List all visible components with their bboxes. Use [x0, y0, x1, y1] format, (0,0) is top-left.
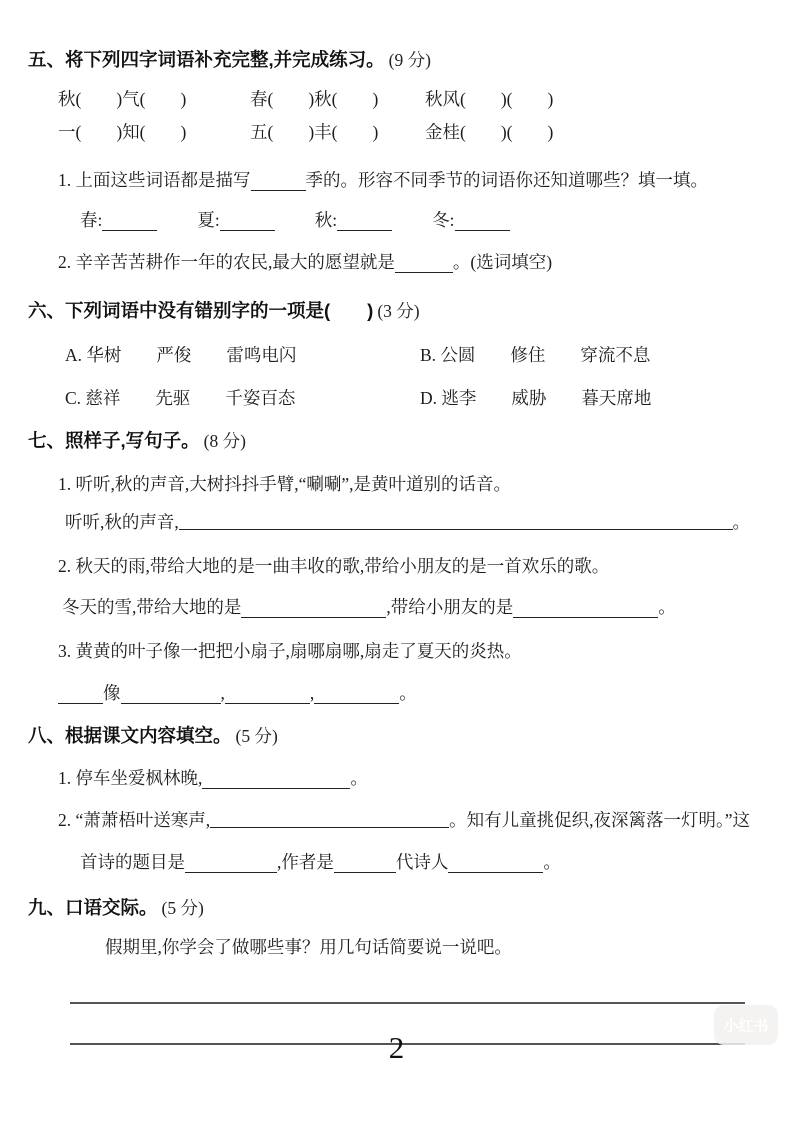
section-6-score: (3 分) [377, 301, 420, 321]
fill-in-blank [121, 683, 221, 704]
section-9-prompt: 假期里,你学会了做哪些事？用几句话简要说一说吧。 [105, 937, 512, 957]
fill-in-blank [395, 252, 453, 273]
answer-period: 。 [399, 683, 417, 703]
section-7-answer-1 [65, 509, 750, 535]
season-group [432, 210, 509, 230]
section-9-title: 九、口语交际。 [28, 897, 158, 918]
answer-period: 。 [350, 768, 368, 788]
fill-in-blank [251, 170, 306, 191]
word-group: 一( )知( ) [58, 122, 187, 142]
xiaohongshu-watermark: 小红书 [714, 1005, 778, 1045]
season-label: 秋: [314, 210, 338, 230]
section-5-score: (9 分) [388, 50, 431, 70]
answer-comma: , [309, 683, 315, 703]
fill-in-blank [202, 768, 350, 789]
fill-in-blank [220, 210, 275, 231]
answer-lead: 冬天的雪,带给大地的是 [62, 597, 242, 617]
season-label: 冬: [432, 210, 455, 230]
section-8-score: (5 分) [235, 726, 278, 746]
word-group: 五( )丰( ) [250, 122, 379, 142]
question-text: 2. 辛辛苦苦耕作一年的农民,最大的愿望就是 [58, 252, 395, 272]
season-group [80, 207, 193, 233]
fill-in-blank [241, 597, 386, 618]
word-group: 春( )秋( ) [250, 89, 379, 109]
answer-period: 。 [658, 597, 676, 617]
word-group: 秋风( )( ) [425, 89, 554, 109]
question-text: 1. 上面这些词语都是描写 [58, 170, 251, 190]
section-9-header [28, 894, 204, 922]
question-text: 。知有儿童挑促织,夜深篱落一灯明。”这 [449, 810, 750, 830]
section-7-question-3: 3. 黄黄的叶子像一把把小扇子,扇哪扇哪,扇走了夏天的炎热。 [58, 641, 522, 661]
section-5-word-row-1 [58, 86, 553, 112]
word-group: 金桂( )( ) [425, 122, 554, 142]
question-text: 2. “萧萧梧叶送寒声, [58, 810, 211, 830]
option-d: D. 逃李 威胁 暮天席地 [420, 388, 652, 408]
section-7-answer-2 [62, 594, 676, 620]
section-5-seasons-row [80, 207, 510, 233]
section-8-title: 八、根据课文内容填空。 [28, 725, 232, 746]
fill-in-blank [179, 529, 733, 530]
fill-in-blank [314, 683, 399, 704]
question-text: 代诗人 [395, 852, 449, 872]
season-group [197, 207, 310, 233]
section-8-question-1 [58, 765, 368, 791]
fill-in-blank [58, 683, 103, 704]
fill-in-blank [210, 827, 449, 828]
section-7-header [28, 427, 246, 455]
fill-in-blank [337, 210, 392, 231]
section-7-score: (8 分) [203, 431, 246, 451]
fill-in-blank [455, 210, 510, 231]
section-7-question-2: 2. 秋天的雨,带给大地的是一曲丰收的歌,带给小朋友的是一首欢乐的歌。 [58, 556, 610, 576]
option-c: C. 慈祥 先驱 千姿百态 [65, 388, 296, 408]
fill-in-blank [225, 683, 310, 704]
question-text: 季的。形容不同季节的词语你还知道哪些？填一填。 [305, 170, 708, 190]
fill-in-blank [185, 852, 277, 873]
question-text: 首诗的题目是 [80, 852, 185, 872]
answer-text: 像 [103, 683, 121, 703]
season-label: 春: [80, 210, 103, 230]
question-text: 1. 停车坐爱枫林晚, [58, 768, 203, 788]
section-5-header [28, 46, 431, 74]
answer-lead: 听听,秋的声音, [65, 512, 179, 532]
section-7-title: 七、照样子,写句子。 [28, 430, 200, 451]
section-8-question-2-continued [80, 849, 561, 875]
season-label: 夏: [197, 210, 220, 230]
question-text: 。(选词填空) [452, 252, 553, 272]
fill-in-blank [334, 852, 396, 873]
page-number: 2 [388, 1030, 405, 1065]
answer-period: 。 [543, 852, 561, 872]
answer-period: 。 [732, 512, 750, 532]
season-group [315, 207, 428, 233]
section-7-question-1: 1. 听听,秋的声音,大树抖抖手臂,“唰唰”,是黄叶道别的话音。 [58, 474, 512, 494]
option-a: A. 华树 严俊 雷鸣电闪 [65, 345, 297, 365]
option-b: B. 公圆 修住 穿流不息 [420, 345, 651, 365]
writing-line-1 [70, 1002, 745, 1004]
section-5-title: 五、将下列四字词语补充完整,并完成练习。 [28, 49, 385, 70]
section-8-question-2 [58, 807, 750, 833]
fill-in-blank [513, 597, 658, 618]
fill-in-blank [102, 210, 157, 231]
section-5-question-1 [58, 167, 708, 193]
section-6-header [28, 297, 420, 325]
section-8-header [28, 722, 278, 750]
word-group: 秋( )气( ) [58, 89, 187, 109]
section-6-title: 六、下列词语中没有错别字的一项是( ) [28, 300, 374, 321]
section-9-score: (5 分) [161, 898, 204, 918]
section-7-answer-3 [58, 680, 417, 706]
section-5-question-2 [58, 249, 552, 275]
answer-comma: , [220, 683, 225, 703]
section-5-word-row-2 [58, 119, 553, 145]
answer-text: ,带给小朋友的是 [386, 597, 514, 617]
fill-in-blank [448, 852, 543, 873]
question-text: ,作者是 [277, 852, 334, 872]
